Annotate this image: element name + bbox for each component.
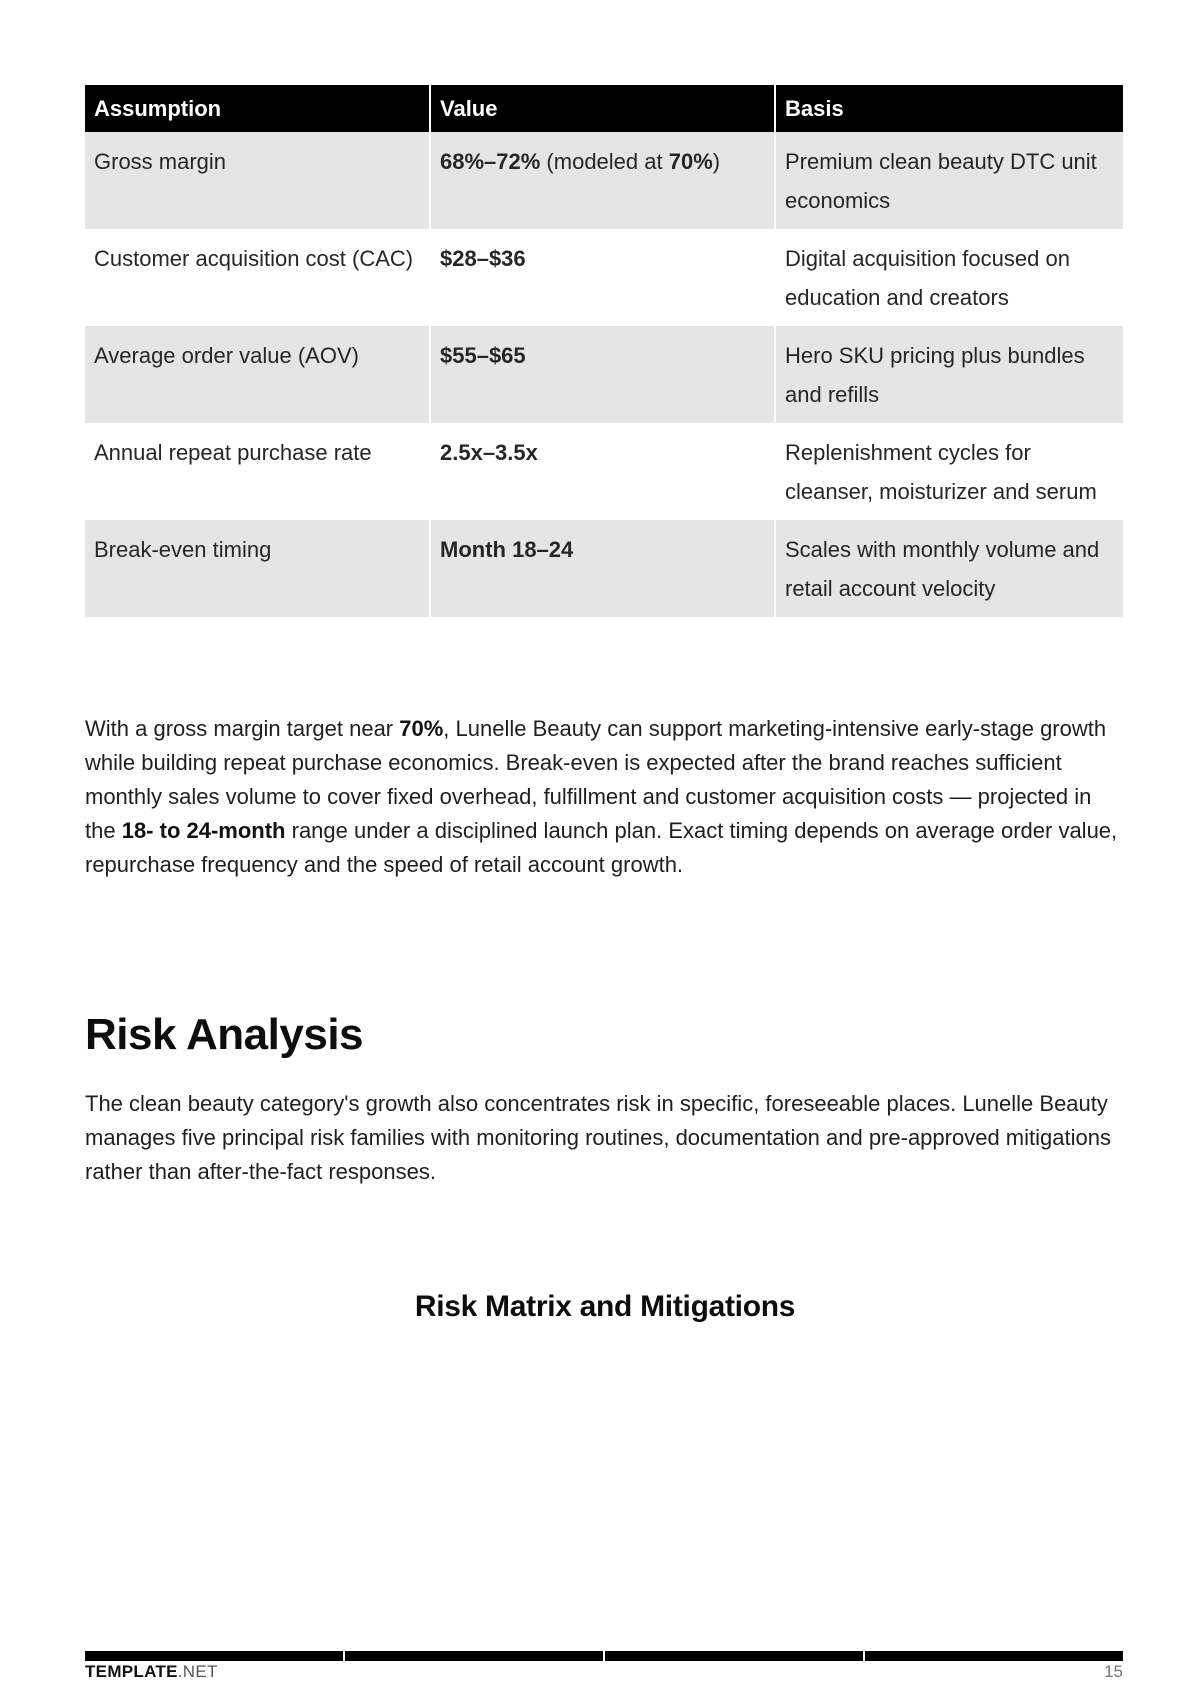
value-emphasis: 70%	[668, 149, 713, 174]
basis-cell: Premium clean beauty DTC unit economics	[775, 132, 1123, 229]
column-header-assumption: Assumption	[85, 85, 430, 132]
footer-divider-segment	[605, 1651, 863, 1661]
table-row	[85, 326, 1123, 423]
value-close: )	[712, 149, 721, 174]
paragraph-emphasis: 70%	[399, 716, 444, 741]
footer-brand-logo	[85, 1661, 218, 1683]
assumptions-table	[85, 85, 1123, 617]
footer-divider-segment	[85, 1651, 343, 1661]
margin-paragraph	[85, 712, 1125, 882]
footer-divider-segment	[345, 1651, 603, 1661]
table-row	[85, 423, 1123, 520]
paragraph-emphasis: 18- to 24-month	[121, 818, 286, 843]
basis-cell: Hero SKU pricing plus bundles and refills	[775, 326, 1123, 423]
basis-cell: Scales with monthly volume and retail account velocity	[775, 520, 1123, 617]
table-row	[85, 520, 1123, 617]
assumption-cell: Customer acquisition cost (CAC)	[85, 229, 430, 326]
assumption-cell: Gross margin	[85, 132, 430, 229]
column-header-basis: Basis	[775, 85, 1123, 132]
table-row	[85, 132, 1123, 229]
basis-cell: Replenishment cycles for cleanser, moisturizer and serum	[775, 423, 1123, 520]
value-note: (modeled at	[540, 149, 669, 174]
table-header-row	[85, 85, 1123, 132]
paragraph-text: , Lunelle Beauty can support marketing-intensive early-stage growth while building repeat purchase economics. Break-even is expected after the brand reaches sufficient monthly sales volume to cover fixed overhead, fulfillment and customer acquisition costs — projected in the	[85, 716, 1107, 843]
value-cell: 2.5x–3.5x	[430, 423, 775, 520]
value-cell: Month 18–24	[430, 520, 775, 617]
paragraph-text: range under a disciplined launch plan. Exact timing depends on average order value, repurchase frequency and the speed of retail account growth.	[85, 818, 1118, 877]
footer-divider-segment	[865, 1651, 1123, 1661]
risk-paragraph: The clean beauty category's growth also concentrates risk in specific, foreseeable places. Lunelle Beauty manages five principal risk families with monitoring routines, documentation and pre-approved mitigations rather than after-the-fact responses.	[85, 1091, 1111, 1184]
brand-suffix: .NET	[177, 1662, 218, 1681]
table-row	[85, 229, 1123, 326]
assumption-cell: Annual repeat purchase rate	[85, 423, 430, 520]
value-cell: $55–$65	[430, 326, 775, 423]
basis-cell: Digital acquisition focused on education and creators	[775, 229, 1123, 326]
assumption-cell: Break-even timing	[85, 520, 430, 617]
paragraph-text: With a gross margin target near	[85, 716, 400, 741]
risk-matrix-heading: Risk Matrix and Mitigations	[414, 1290, 796, 1323]
risk-analysis-heading: Risk Analysis	[85, 1010, 364, 1059]
page-number: 15	[1104, 1662, 1123, 1681]
footer-divider	[85, 1651, 1123, 1661]
value-cell: $28–$36	[430, 229, 775, 326]
assumption-cell: Average order value (AOV)	[85, 326, 430, 423]
column-header-value: Value	[430, 85, 775, 132]
value-range: 68%–72%	[440, 149, 541, 174]
value-cell	[430, 132, 775, 229]
brand-name: TEMPLATE	[85, 1662, 178, 1681]
